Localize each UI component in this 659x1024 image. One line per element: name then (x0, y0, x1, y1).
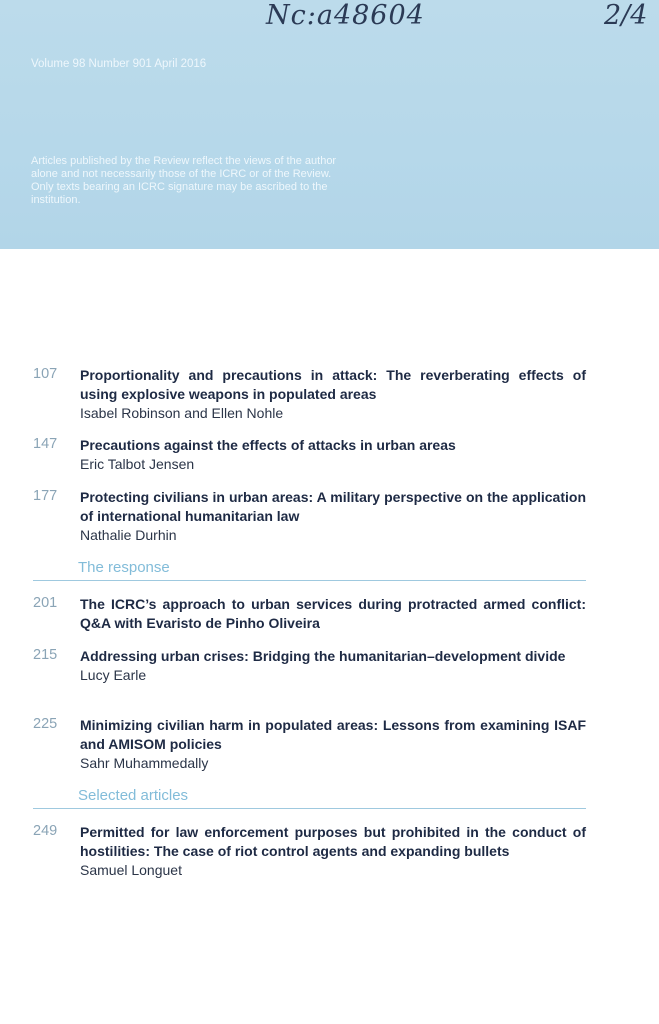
issue-line: Volume 98 Number 901 April 2016 (31, 58, 207, 70)
article-author: Isabel Robinson and Ellen Nohle (80, 405, 284, 421)
page-number: 147 (33, 436, 58, 452)
article-title: Addressing urban crises: Bridging the humanitarian–development divide (80, 648, 566, 664)
article-title: Permitted for law enforcement purposes but prohibited in the conduct of hostilities: The case of riot control agents and expanding bullets (80, 824, 586, 859)
cover-banner (0, 0, 659, 249)
article-title: Protecting civilians in urban areas: A military perspective on the application of international humanitarian law (80, 489, 586, 524)
article-author: Lucy Earle (80, 667, 147, 683)
section-divider (33, 787, 586, 809)
page-number: 201 (33, 595, 58, 611)
article-author: Eric Talbot Jensen (80, 456, 195, 472)
disclaimer-text: Articles published by the Review reflect the views of the author alone and not necessarily those of the ICRC or of the Review. Only texts bearing an ICRC signature may be ascribed to the institution. (31, 155, 337, 206)
handwritten-code: Nc:a48604 (266, 0, 425, 31)
page-number: 177 (33, 488, 58, 504)
page-number: 249 (33, 823, 58, 839)
handwritten-corner-note: 2/4 (604, 0, 648, 31)
article-title: Minimizing civilian harm in populated areas: Lessons from examining ISAF and AMISOM policies (80, 717, 586, 752)
section-divider (33, 559, 586, 581)
article-title: Precautions against the effects of attacks in urban areas (80, 437, 456, 453)
section-heading-the-response: The response (78, 559, 170, 576)
page-number: 225 (33, 716, 58, 732)
section-heading-selected-articles: Selected articles (78, 787, 189, 804)
article-author: Samuel Longuet (80, 862, 182, 878)
page-number: 215 (33, 647, 58, 663)
article-title: The ICRC’s approach to urban services during protracted armed conflict: Q&A with Evaristo de Pinho Oliveira (80, 596, 586, 631)
article-author: Sahr Muhammedally (80, 755, 209, 771)
page-number: 107 (33, 366, 58, 382)
article-author: Nathalie Durhin (80, 527, 177, 543)
article-title: Proportionality and precautions in attack: The reverberating effects of using explosive weapons in populated areas (80, 367, 586, 402)
